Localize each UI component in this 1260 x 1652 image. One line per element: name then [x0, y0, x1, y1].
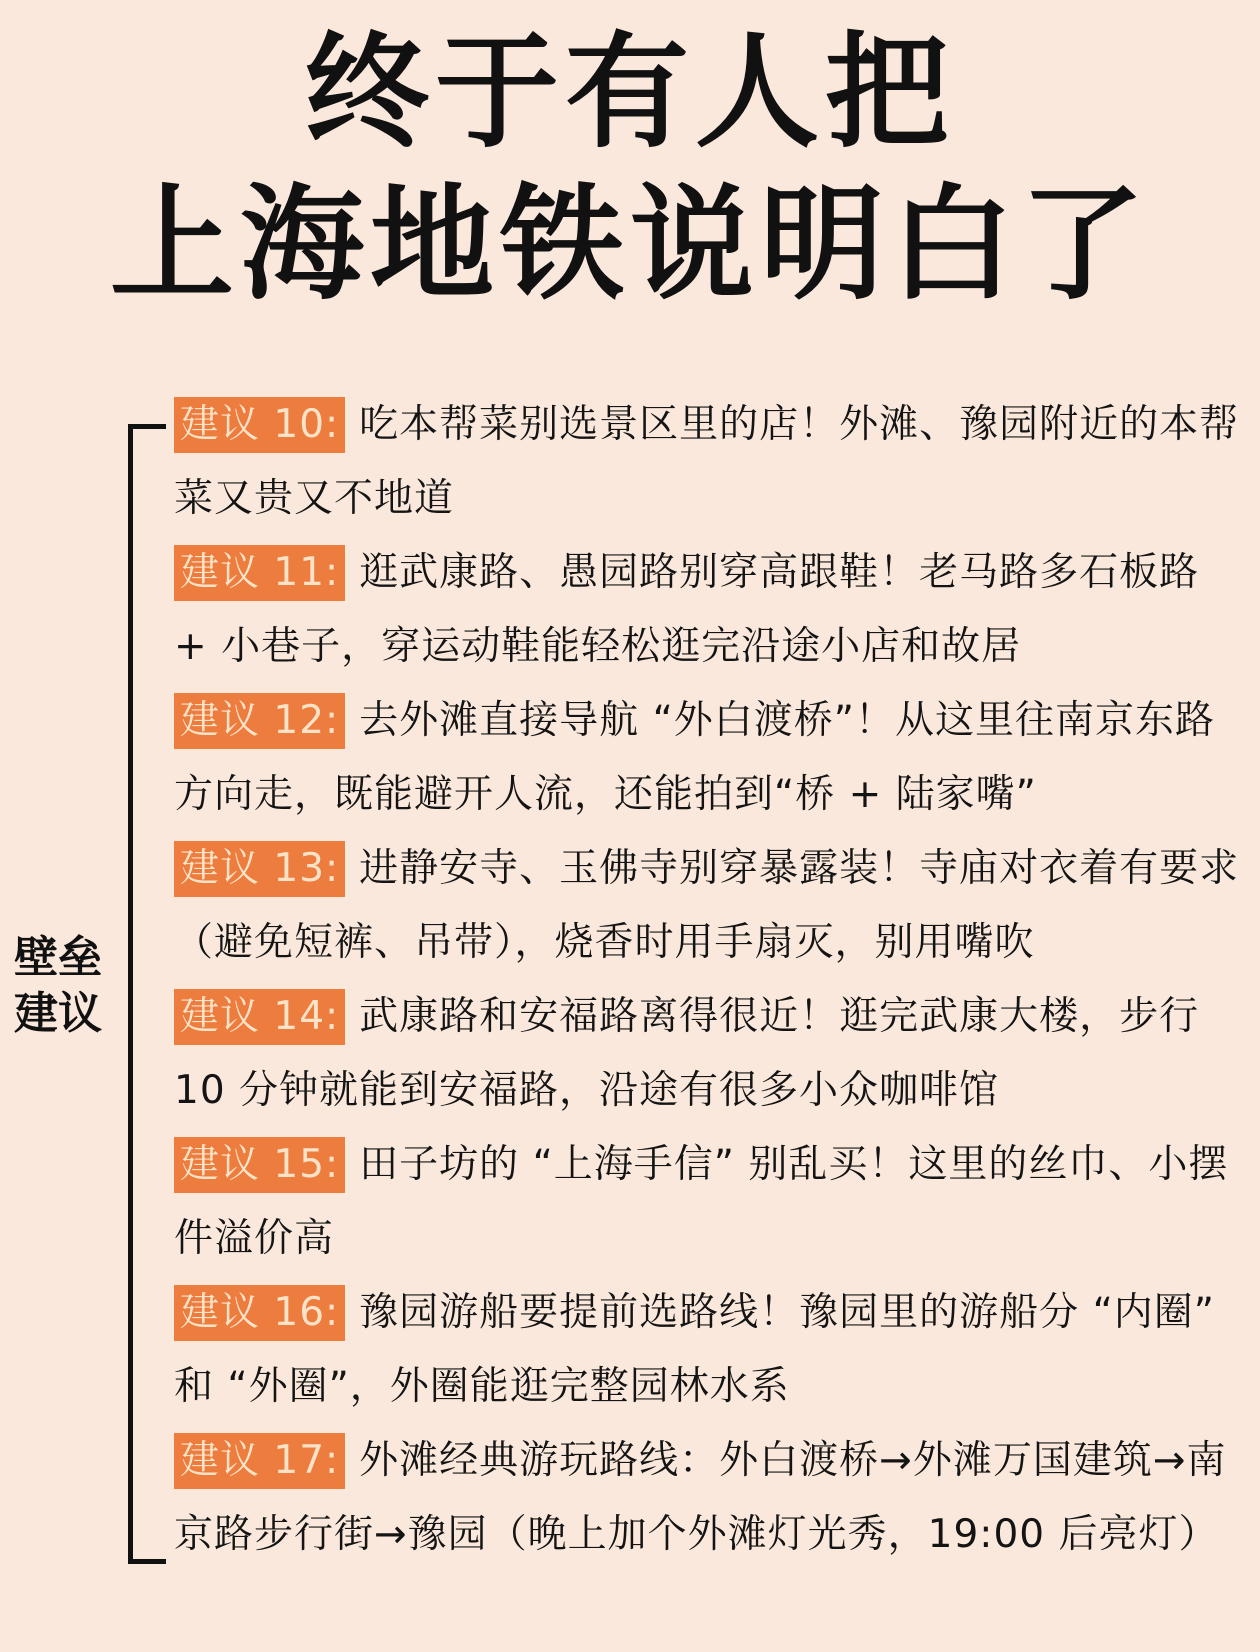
- tip-label: 建议 10:: [174, 397, 345, 453]
- tip-item: [174, 980, 1240, 1128]
- tip-text: 进静安寺、玉佛寺别穿暴露装！寺庙对衣着有要求（避免短裤、吊带），烧香时用手扇灭，别用嘴吹: [174, 846, 1240, 965]
- page-title-line-2: 上海地铁说明白了: [109, 173, 1150, 317]
- tip-item: [174, 832, 1240, 980]
- tip-item: [174, 1128, 1240, 1276]
- tip-text: 去外滩直接导航 “外白渡桥”！从这里往南京东路方向走，既能避开人流，还能拍到“桥 + 陆家嘴”: [174, 698, 1215, 817]
- tip-text: 外滩经典游玩路线：外白渡桥→外滩万国建筑→南京路步行街→豫园（晚上加个外滩灯光秀，19:00 后亮灯）: [174, 1438, 1227, 1557]
- tips-list: [174, 388, 1240, 1572]
- tip-label: 建议 16:: [174, 1285, 345, 1341]
- tip-label: 建议 15:: [174, 1137, 345, 1193]
- side-label: [8, 930, 108, 1042]
- tip-text: 逛武康路、愚园路别穿高跟鞋！老马路多石板路 + 小巷子，穿运动鞋能轻松逛完沿途小店和故居: [174, 550, 1200, 669]
- tip-item: [174, 684, 1240, 832]
- tip-item: [174, 1276, 1240, 1424]
- side-label-line-1: 壁垒: [14, 932, 102, 983]
- tip-text: 武康路和安福路离得很近！逛完武康大楼，步行 10 分钟就能到安福路，沿途有很多小众咖啡馆: [174, 994, 1200, 1113]
- side-label-line-2: 建议: [14, 988, 102, 1039]
- tip-item: [174, 388, 1240, 536]
- bracket-divider: [128, 424, 166, 1564]
- tip-text: 田子坊的 “上海手信” 别乱买！这里的丝巾、小摆件溢价高: [174, 1142, 1229, 1261]
- page-title-line-1: 终于有人把: [304, 21, 955, 165]
- tip-label: 建议 11:: [174, 545, 345, 601]
- tip-label: 建议 12:: [174, 693, 345, 749]
- tip-label: 建议 17:: [174, 1433, 345, 1489]
- tip-text: 豫园游船要提前选路线！豫园里的游船分 “内圈” 和 “外圈”，外圈能逛完整园林水系: [174, 1290, 1215, 1409]
- tip-text: 吃本帮菜别选景区里的店！外滩、豫园附近的本帮菜又贵又不地道: [174, 402, 1240, 521]
- tip-label: 建议 13:: [174, 841, 345, 897]
- tip-label: 建议 14:: [174, 989, 345, 1045]
- tip-item: [174, 1424, 1240, 1572]
- tip-item: [174, 536, 1240, 684]
